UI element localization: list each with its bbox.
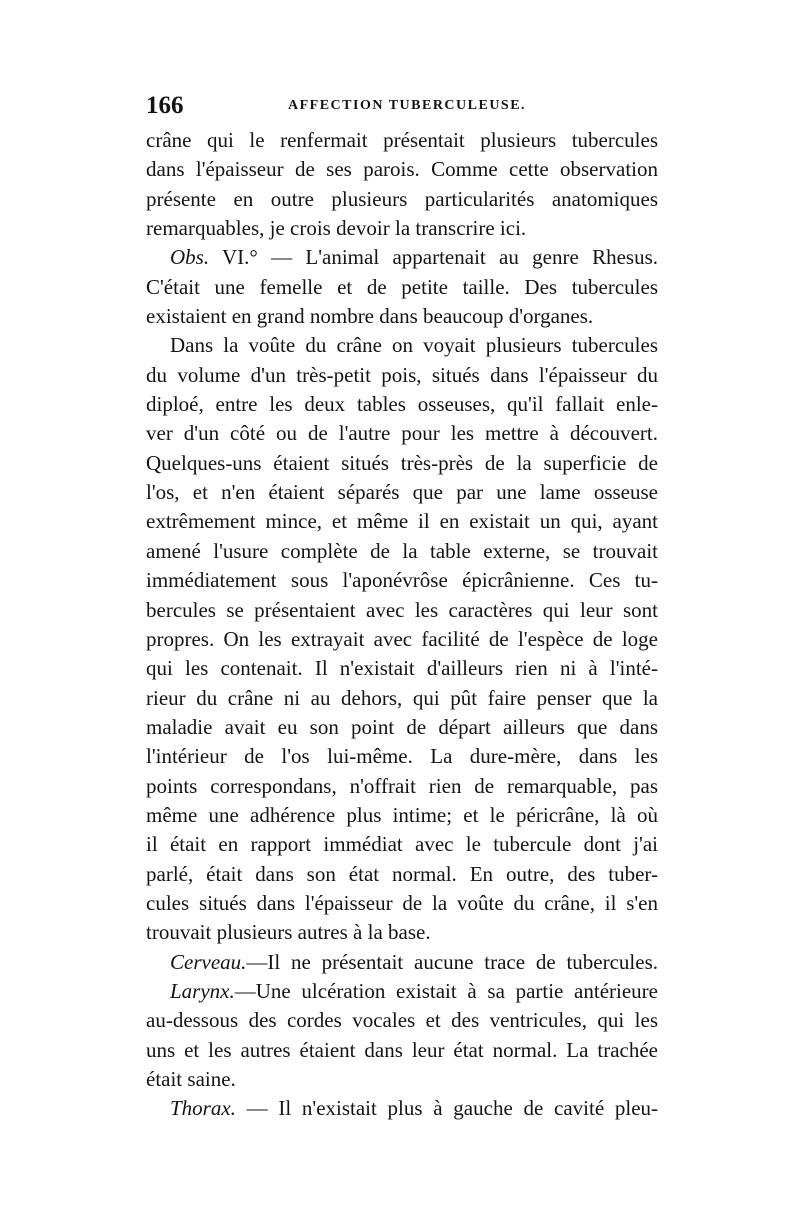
text-line: l'os, et n'en étaient séparés que par une lame osseuse xyxy=(146,480,658,505)
text-line: immédiatement sous l'aponévrôse épicrânienne. Ces tu- xyxy=(146,568,658,593)
text-line: C'était une femelle et de petite taille. Des tubercules xyxy=(146,274,658,299)
text-line: bercules se présentaient avec les caractères qui leur sont xyxy=(146,597,658,622)
text-line: uns et les autres étaient dans leur état normal. La trachée xyxy=(146,1037,658,1062)
text-line: ver d'un côté ou de l'autre pour les mettre à découvert. xyxy=(146,421,658,446)
section-label: Cerveau. xyxy=(170,949,247,974)
text-line: maladie avait eu son point de départ ailleurs que dans xyxy=(146,714,658,739)
text-line: crâne qui le renfermait présentait plusieurs tubercules xyxy=(146,128,658,152)
page-number: 166 xyxy=(146,92,184,119)
text-line: trouvait plusieurs autres à la base. xyxy=(146,920,431,945)
text-line: qui les contenait. Il n'existait d'ailleurs rien ni à l'inté- xyxy=(146,656,658,681)
text-line: du volume d'un très-petit pois, situés dans l'épaisseur du xyxy=(146,362,658,387)
text-line: dans l'épaisseur de ses parois. Comme cette observation xyxy=(146,157,658,182)
section-larynx-line: Larynx.—Une ulcération existait à sa partie antérieure xyxy=(170,978,658,1003)
observation-heading-line: Obs. VI.° — L'animal appartenait au genre Rhesus. xyxy=(170,245,658,270)
text-line: même une adhérence plus intime; et le péricrâne, là où xyxy=(146,802,658,827)
text-line: existaient en grand nombre dans beaucoup d'organes. xyxy=(146,304,594,329)
text-line: propres. On les extrayait avec facilité de l'espèce de loge xyxy=(146,626,658,651)
text-line: amené l'usure complète de la table externe, se trouvait xyxy=(146,538,658,563)
text-line: rieur du crâne ni au dehors, qui pût faire penser que la xyxy=(146,685,658,710)
text-line: remarquables, je crois devoir la transcrire ici. xyxy=(146,216,527,241)
observation-label: Obs. xyxy=(170,245,210,270)
text-line: l'intérieur de l'os lui-même. La dure-mère, dans les xyxy=(146,744,658,769)
section-cerveau-line: Cerveau.—Il ne présentait aucune trace de tubercules. xyxy=(170,949,658,974)
text-line: présente en outre plusieurs particularités anatomiques xyxy=(146,186,658,211)
text-line: cules situés dans l'épaisseur de la voûte du crâne, il s'en xyxy=(146,890,658,915)
running-head: AFFECTION TUBERCULEUSE. xyxy=(288,98,527,113)
text-line: parlé, était dans son état normal. En outre, des tuber- xyxy=(146,861,658,886)
text-line: il était en rapport immédiat avec le tubercule dont j'ai xyxy=(146,832,658,857)
section-thorax-line: Thorax. — Il n'existait plus à gauche de cavité pleu- xyxy=(170,1096,659,1121)
body-text xyxy=(146,126,658,1124)
text-line: extrêmement mince, et même il en existait un qui, ayant xyxy=(146,509,658,534)
page-header xyxy=(146,92,658,122)
text-line: était saine. xyxy=(146,1067,236,1091)
text-line: Dans la voûte du crâne on voyait plusieurs tubercules xyxy=(170,333,658,358)
section-label: Larynx. xyxy=(170,978,235,1003)
text-line: diploé, entre les deux tables osseuses, qu'il fallait enle- xyxy=(146,392,658,417)
text-line: points correspondans, n'offrait rien de remarquable, pas xyxy=(146,773,658,798)
section-label: Thorax. xyxy=(170,1096,236,1121)
text-line: au-dessous des cordes vocales et des ventricules, qui les xyxy=(146,1008,658,1033)
text-line: Quelques-uns étaient situés très-près de la superficie de xyxy=(146,450,658,475)
